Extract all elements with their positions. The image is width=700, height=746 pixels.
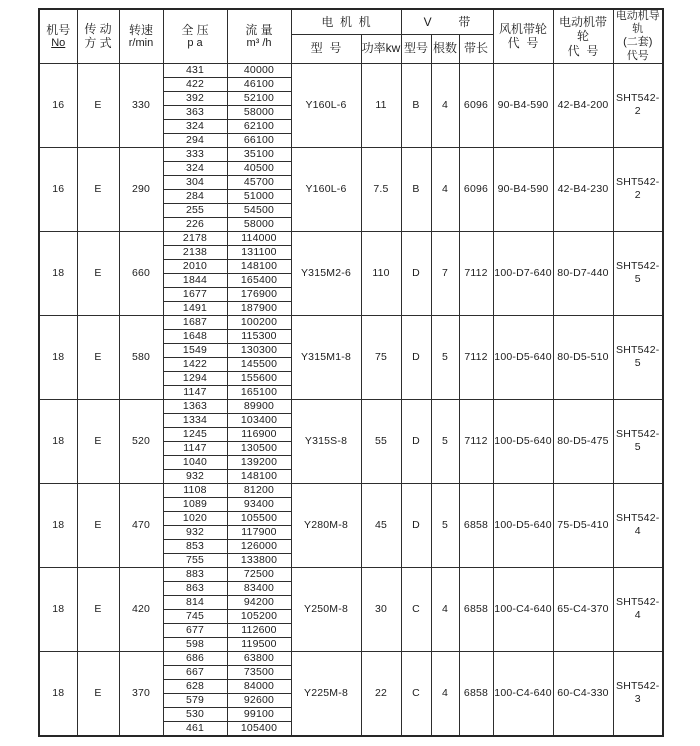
pressure-cell: 1040	[163, 455, 227, 469]
flow-cell: 83400	[227, 581, 291, 595]
pressure-cell: 755	[163, 553, 227, 567]
flow-cell: 99100	[227, 707, 291, 721]
flow-cell: 145500	[227, 357, 291, 371]
drive-mode-cell: E	[77, 63, 119, 147]
motor-model-cell: Y315M2-6	[291, 231, 361, 315]
motor-power-cell: 55	[361, 399, 401, 483]
machine-no-cell: 18	[39, 399, 77, 483]
speed-cell: 660	[119, 231, 163, 315]
motor-rail-code-label: 代号	[626, 49, 649, 62]
table-row	[39, 483, 663, 497]
motor-model-cell: Y280M-8	[291, 483, 361, 567]
pressure-cell: 461	[163, 721, 227, 736]
machine-no-cell: 18	[39, 651, 77, 736]
flow-cell: 119500	[227, 637, 291, 651]
belt-count-cell: 4	[431, 651, 459, 736]
flow-cell: 139200	[227, 455, 291, 469]
flow-cell: 81200	[227, 483, 291, 497]
belt-count-cell: 5	[431, 315, 459, 399]
rail-code-cell: SHT542-5	[613, 399, 663, 483]
flow-cell: 116900	[227, 427, 291, 441]
flow-label: 流 量	[245, 22, 273, 37]
flow-cell: 54500	[227, 203, 291, 217]
fan-pulley-cell: 100-D5-640	[493, 399, 553, 483]
speed-cell: 370	[119, 651, 163, 736]
speed-unit: r/min	[128, 36, 154, 49]
flow-cell: 187900	[227, 301, 291, 315]
motor-model-cell: Y315M1-8	[291, 315, 361, 399]
flow-cell: 58000	[227, 105, 291, 119]
pressure-cell: 1422	[163, 357, 227, 371]
flow-cell: 89900	[227, 399, 291, 413]
flow-cell: 126000	[227, 539, 291, 553]
flow-cell: 40500	[227, 161, 291, 175]
pressure-cell: 1363	[163, 399, 227, 413]
fan-pulley-label: 风机带轮	[499, 21, 548, 36]
speed-cell: 520	[119, 399, 163, 483]
motor-power-cell: 110	[361, 231, 401, 315]
flow-cell: 73500	[227, 665, 291, 679]
flow-cell: 114000	[227, 231, 291, 245]
machine-no-cell: 18	[39, 231, 77, 315]
flow-cell: 133800	[227, 553, 291, 567]
col-header-machine-no	[39, 9, 77, 63]
flow-cell: 112600	[227, 623, 291, 637]
drive-mode-cell: E	[77, 315, 119, 399]
flow-cell: 92600	[227, 693, 291, 707]
col-header-belt-count: 根数	[431, 34, 459, 63]
flow-cell: 66100	[227, 133, 291, 147]
motor-pulley-cell: 60-C4-330	[553, 651, 613, 736]
belt-count-cell: 4	[431, 567, 459, 651]
drive-mode-cell: E	[77, 651, 119, 736]
flow-cell: 105500	[227, 511, 291, 525]
flow-cell: 84000	[227, 679, 291, 693]
flow-cell: 105200	[227, 609, 291, 623]
pressure-cell: 628	[163, 679, 227, 693]
pressure-cell: 1020	[163, 511, 227, 525]
pressure-cell: 932	[163, 525, 227, 539]
pressure-cell: 392	[163, 91, 227, 105]
pressure-cell: 1089	[163, 497, 227, 511]
belt-model-cell: C	[401, 567, 431, 651]
fan-pulley-cell: 100-D7-640	[493, 231, 553, 315]
pressure-cell: 1844	[163, 273, 227, 287]
belt-count-cell: 5	[431, 483, 459, 567]
pressure-cell: 324	[163, 119, 227, 133]
pressure-cell: 304	[163, 175, 227, 189]
flow-cell: 130300	[227, 343, 291, 357]
flow-cell: 58000	[227, 217, 291, 231]
belt-count-cell: 4	[431, 147, 459, 231]
rail-code-cell: SHT542-5	[613, 231, 663, 315]
pressure-cell: 363	[163, 105, 227, 119]
flow-cell: 117900	[227, 525, 291, 539]
motor-pulley-cell: 65-C4-370	[553, 567, 613, 651]
motor-power-cell: 75	[361, 315, 401, 399]
flow-cell: 40000	[227, 63, 291, 77]
rail-code-cell: SHT542-2	[613, 147, 663, 231]
drive-mode-cell: E	[77, 567, 119, 651]
belt-length-cell: 6096	[459, 63, 493, 147]
group-header-vbelt: V 带	[401, 9, 493, 34]
pressure-cell: 255	[163, 203, 227, 217]
pressure-cell: 422	[163, 77, 227, 91]
machine-no-cell: 16	[39, 147, 77, 231]
table-header	[39, 9, 663, 63]
flow-cell: 165100	[227, 385, 291, 399]
col-header-fan-pulley	[493, 9, 553, 63]
flow-cell: 176900	[227, 287, 291, 301]
flow-cell: 93400	[227, 497, 291, 511]
flow-cell: 131100	[227, 245, 291, 259]
pressure-cell: 2138	[163, 245, 227, 259]
col-header-motor-pulley	[553, 9, 613, 63]
motor-pulley-cell: 42-B4-200	[553, 63, 613, 147]
pressure-cell: 333	[163, 147, 227, 161]
group-header-motor: 电 机 机	[291, 9, 401, 34]
col-header-speed	[119, 9, 163, 63]
fan-pulley-code-label: 代 号	[507, 36, 539, 51]
pressure-cell: 2178	[163, 231, 227, 245]
pressure-cell: 324	[163, 161, 227, 175]
motor-rail-label: 电动机导轨	[615, 10, 660, 36]
motor-power-cell: 22	[361, 651, 401, 736]
drive-mode-label2: 方 式	[84, 36, 112, 51]
table-row	[39, 231, 663, 245]
pressure-cell: 686	[163, 651, 227, 665]
pressure-cell: 2010	[163, 259, 227, 273]
belt-count-cell: 4	[431, 63, 459, 147]
machine-no-cell: 18	[39, 315, 77, 399]
pressure-cell: 1147	[163, 441, 227, 455]
pressure-cell: 1294	[163, 371, 227, 385]
machine-no-unit: No	[51, 36, 66, 49]
belt-model-cell: D	[401, 399, 431, 483]
flow-cell: 72500	[227, 567, 291, 581]
pressure-cell: 853	[163, 539, 227, 553]
table-row	[39, 567, 663, 581]
speed-label: 转速	[128, 22, 153, 37]
drive-mode-cell: E	[77, 231, 119, 315]
pressure-cell: 1549	[163, 343, 227, 357]
rail-code-cell: SHT542-4	[613, 483, 663, 567]
machine-no-cell: 18	[39, 483, 77, 567]
rail-code-cell: SHT542-5	[613, 315, 663, 399]
flow-cell: 155600	[227, 371, 291, 385]
motor-pulley-cell: 80-D5-475	[553, 399, 613, 483]
motor-model-cell: Y250M-8	[291, 567, 361, 651]
fan-pulley-cell: 100-D5-640	[493, 483, 553, 567]
flow-cell: 62100	[227, 119, 291, 133]
motor-pulley-code-label: 代 号	[567, 43, 599, 58]
pressure-cell: 1648	[163, 329, 227, 343]
flow-cell: 52100	[227, 91, 291, 105]
pressure-cell: 1108	[163, 483, 227, 497]
belt-model-cell: D	[401, 315, 431, 399]
belt-count-cell: 7	[431, 231, 459, 315]
flow-cell: 130500	[227, 441, 291, 455]
drive-mode-cell: E	[77, 147, 119, 231]
belt-length-cell: 6858	[459, 567, 493, 651]
motor-power-cell: 30	[361, 567, 401, 651]
pressure-cell: 667	[163, 665, 227, 679]
flow-cell: 35100	[227, 147, 291, 161]
rail-code-cell: SHT542-4	[613, 567, 663, 651]
belt-count-cell: 5	[431, 399, 459, 483]
motor-pulley-cell: 75-D5-410	[553, 483, 613, 567]
table-row	[39, 315, 663, 329]
motor-power-cell: 11	[361, 63, 401, 147]
pressure-cell: 814	[163, 595, 227, 609]
pressure-cell: 579	[163, 693, 227, 707]
col-header-pressure	[163, 9, 227, 63]
pressure-cell: 431	[163, 63, 227, 77]
machine-no-cell: 18	[39, 567, 77, 651]
col-header-flow	[227, 9, 291, 63]
motor-pulley-cell: 80-D5-510	[553, 315, 613, 399]
flow-cell: 105400	[227, 721, 291, 736]
flow-cell: 46100	[227, 77, 291, 91]
fan-pulley-cell: 100-D5-640	[493, 315, 553, 399]
motor-rail-sets-label: (二套)	[623, 36, 653, 49]
pressure-cell: 1687	[163, 315, 227, 329]
rail-code-cell: SHT542-3	[613, 651, 663, 736]
motor-pulley-cell: 42-B4-230	[553, 147, 613, 231]
col-header-drive-mode	[77, 9, 119, 63]
pressure-cell: 932	[163, 469, 227, 483]
motor-model-cell: Y160L-6	[291, 147, 361, 231]
drive-mode-cell: E	[77, 483, 119, 567]
belt-length-cell: 7112	[459, 315, 493, 399]
speed-cell: 290	[119, 147, 163, 231]
flow-cell: 63800	[227, 651, 291, 665]
speed-cell: 580	[119, 315, 163, 399]
pressure-cell: 284	[163, 189, 227, 203]
fan-motor-spec-table	[38, 8, 664, 737]
pressure-cell: 677	[163, 623, 227, 637]
machine-no-label: 机号	[46, 22, 71, 37]
flow-cell: 94200	[227, 595, 291, 609]
fan-pulley-cell: 100-C4-640	[493, 567, 553, 651]
table-body	[39, 63, 663, 736]
pressure-cell: 1677	[163, 287, 227, 301]
fan-pulley-cell: 90-B4-590	[493, 147, 553, 231]
belt-length-cell: 6858	[459, 483, 493, 567]
belt-model-cell: D	[401, 483, 431, 567]
pressure-cell: 598	[163, 637, 227, 651]
pressure-cell: 1147	[163, 385, 227, 399]
motor-model-cell: Y315S-8	[291, 399, 361, 483]
belt-model-cell: B	[401, 147, 431, 231]
flow-cell: 165400	[227, 273, 291, 287]
pressure-cell: 1491	[163, 301, 227, 315]
table-row	[39, 147, 663, 161]
motor-model-cell: Y225M-8	[291, 651, 361, 736]
drive-mode-label: 传 动	[84, 21, 112, 36]
pressure-cell: 883	[163, 567, 227, 581]
belt-model-cell: B	[401, 63, 431, 147]
flow-cell: 148100	[227, 259, 291, 273]
col-header-belt-model: 型号	[401, 34, 431, 63]
belt-model-cell: C	[401, 651, 431, 736]
table-row	[39, 63, 663, 77]
machine-no-cell: 16	[39, 63, 77, 147]
pressure-unit: p a	[187, 36, 203, 49]
pressure-cell: 530	[163, 707, 227, 721]
drive-mode-cell: E	[77, 399, 119, 483]
motor-pulley-label: 电动机带轮	[559, 14, 608, 44]
table-row	[39, 399, 663, 413]
motor-pulley-cell: 80-D7-440	[553, 231, 613, 315]
motor-model-cell: Y160L-6	[291, 63, 361, 147]
pressure-cell: 294	[163, 133, 227, 147]
flow-cell: 103400	[227, 413, 291, 427]
fan-pulley-cell: 100-C4-640	[493, 651, 553, 736]
belt-length-cell: 7112	[459, 231, 493, 315]
motor-power-cell: 7.5	[361, 147, 401, 231]
fan-pulley-cell: 90-B4-590	[493, 63, 553, 147]
rail-code-cell: SHT542-2	[613, 63, 663, 147]
flow-cell: 148100	[227, 469, 291, 483]
belt-length-cell: 7112	[459, 399, 493, 483]
speed-cell: 330	[119, 63, 163, 147]
speed-cell: 420	[119, 567, 163, 651]
motor-power-cell: 45	[361, 483, 401, 567]
pressure-cell: 863	[163, 581, 227, 595]
header-row-groups	[39, 9, 663, 34]
flow-cell: 45700	[227, 175, 291, 189]
flow-unit: m³ /h	[246, 36, 272, 49]
col-header-belt-length: 带长	[459, 34, 493, 63]
pressure-cell: 1334	[163, 413, 227, 427]
pressure-label: 全 压	[181, 22, 209, 37]
col-header-motor-rail	[613, 9, 663, 63]
pressure-cell: 226	[163, 217, 227, 231]
col-header-motor-power: 功率kw	[361, 34, 401, 63]
pressure-cell: 745	[163, 609, 227, 623]
speed-cell: 470	[119, 483, 163, 567]
table-row	[39, 651, 663, 665]
belt-model-cell: D	[401, 231, 431, 315]
flow-cell: 100200	[227, 315, 291, 329]
flow-cell: 51000	[227, 189, 291, 203]
col-header-motor-model: 型 号	[291, 34, 361, 63]
flow-cell: 115300	[227, 329, 291, 343]
belt-length-cell: 6096	[459, 147, 493, 231]
belt-length-cell: 6858	[459, 651, 493, 736]
pressure-cell: 1245	[163, 427, 227, 441]
